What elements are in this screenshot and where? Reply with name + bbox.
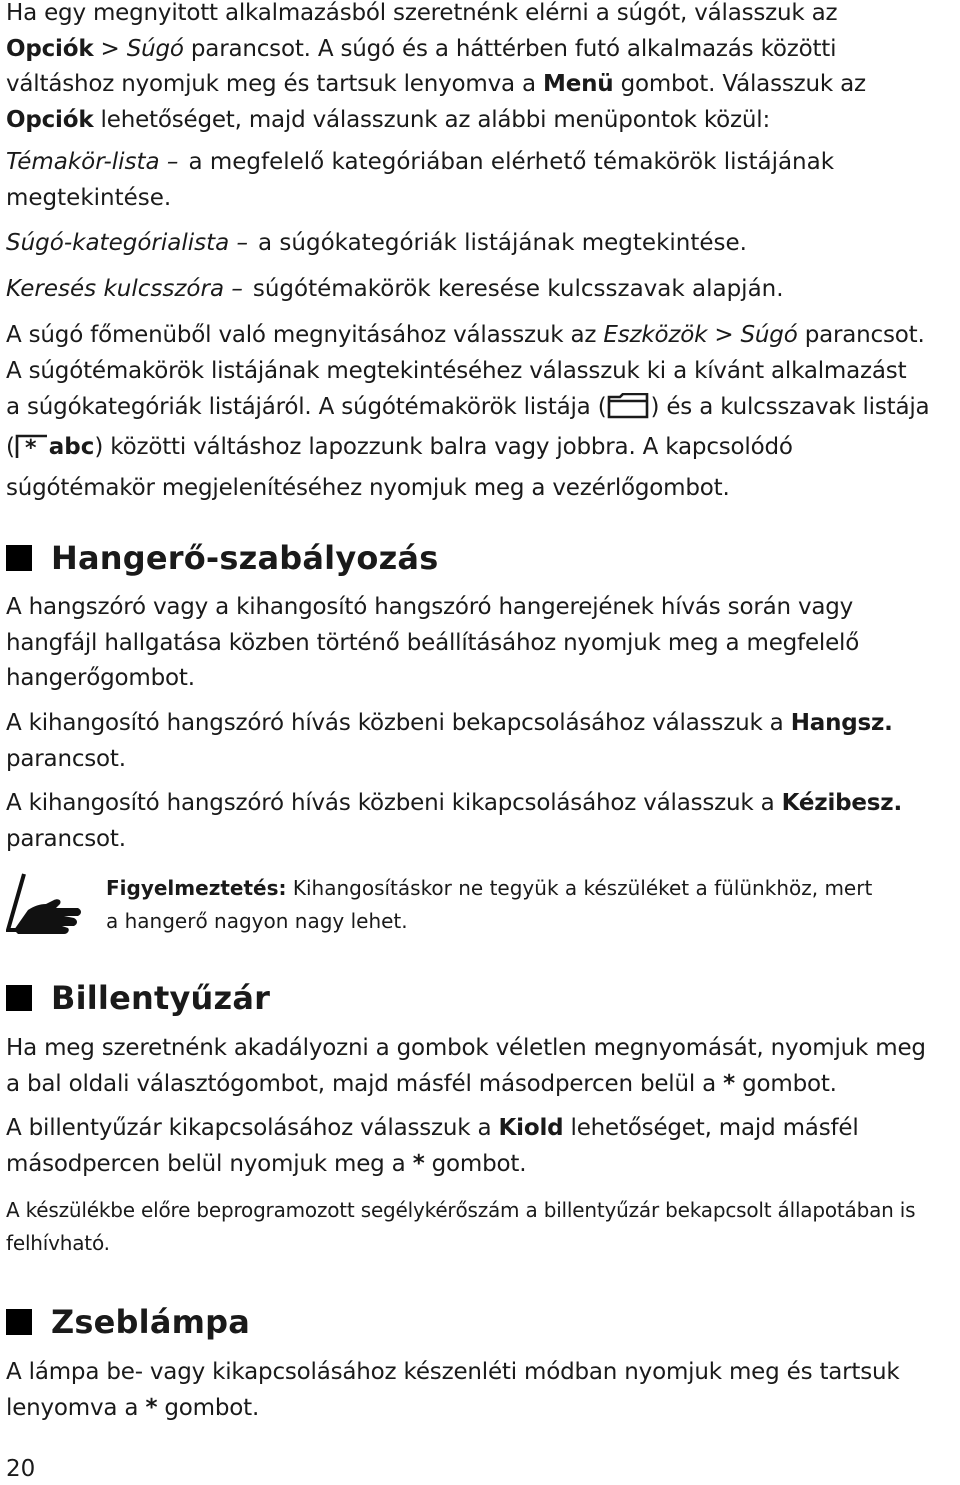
main-menu-paragraph: A súgó főmenüből való megnyitásához válasszuk az Eszközök > Súgó parancsot. [6,322,925,348]
section-bullet-square [6,545,32,571]
opciok-term-2: Opciók [6,106,94,133]
section-heading-volume: Hangerő-szabályozás [6,538,438,578]
section-bullet-square [6,985,32,1011]
folder-tab-icon [606,393,650,431]
keylock-paragraph-3: A készülékbe előre beprogramozott segélykérőszám a billentyűzár bekapcsolt állapotában is felhívható. [6,1198,916,1255]
menu-key-term: Menü [543,71,614,97]
warning-label: Figyelmeztetés: [106,876,287,900]
option-sugo-kategorialista: Súgó-kategórialista – a súgókategóriák listájának megtekintése. [6,230,747,256]
intro-line-1: Ha egy megnyitott alkalmazásból szeretnénk elérni a súgót, válasszuk az [6,0,838,26]
volume-paragraph-3: A kihangosító hangszóró hívás közbeni kikapcsolásához válasszuk a Kézibesz. parancsot. [6,790,903,852]
section-bullet-square [6,1309,32,1335]
sugo-term: Súgó [126,35,184,62]
section-heading-keylock: Billentyűzár [6,978,270,1018]
flashlight-paragraph-1: A lámpa be- vagy kikapcsolásához készenléti módban nyomjuk meg és tartsuk lenyomva a * gombot. [6,1359,900,1421]
volume-paragraph-2: A kihangosító hangszóró hívás közbeni bekapcsolásához válasszuk a Hangsz. parancsot. [6,710,893,772]
page-number: 20 [6,1456,36,1482]
section-heading-flashlight: Zseblámpa [6,1302,250,1342]
topics-paragraph: A súgótémakörök listájának megtekintéséhez válasszuk ki a kívánt alkalmazást a súgókategóriák listájáról. A súgótémakörök listája ( ) és a kulcsszavak listája ( * abc) közötti váltáshoz lapozzunk balra vagy jobbra. A kapcsolódó súgótémakör megjelenítéséhez nyomjuk meg a vezérlőgombot. [6,358,930,501]
volume-paragraph-1: A hangszóró vagy a kihangosító hangszóró hangerejének hívás során vagy hangfájl hallgatása közben történő beállításához nyomjuk meg a megfelelő hangerőgombot. [6,594,860,691]
keylock-paragraph-1: Ha meg szeretnénk akadályozni a gombok véletlen megnyomását, nyomjuk meg a bal oldali választógombot, majd másfél másodpercen belül a * gombot. [6,1035,926,1097]
opciok-term: Opciók [6,35,94,62]
intro-paragraph: Ha egy megnyitott alkalmazásból szeretnénk elérni a súgót, válasszuk az Opciók > Súgó parancsot. A súgó és a háttérben futó alkalmazás közötti váltáshoz nyomjuk meg és tartsuk lenyomva a Menü gombot. Válasszuk az Opciók lehetőséget, majd válasszunk az alábbi menüpontok közül: [6,0,866,138]
svg-text:*: * [24,436,37,459]
option-temakor-lista: Témakör-lista – a megfelelő kategóriában elérhető témakörök listájának megtekintése. [6,149,835,211]
warning-hand-icon [6,870,82,940]
option-kereses-kulcsszora: Keresés kulcsszóra – súgótémakörök keresése kulcsszavak alapján. [6,276,784,302]
keyword-tab-icon [15,433,49,471]
keyword-tab-label: abc [48,434,95,460]
keylock-paragraph-2: A billentyűzár kikapcsolásához válasszuk a Kiold lehetőséget, majd másfél másodpercen belül nyomjuk meg a * gombot. [6,1115,859,1177]
warning-note: Figyelmeztetés: Kihangosításkor ne tegyük a készüléket a fülünkhöz, mert a hangerő nagyon nagy lehet. [6,870,872,940]
